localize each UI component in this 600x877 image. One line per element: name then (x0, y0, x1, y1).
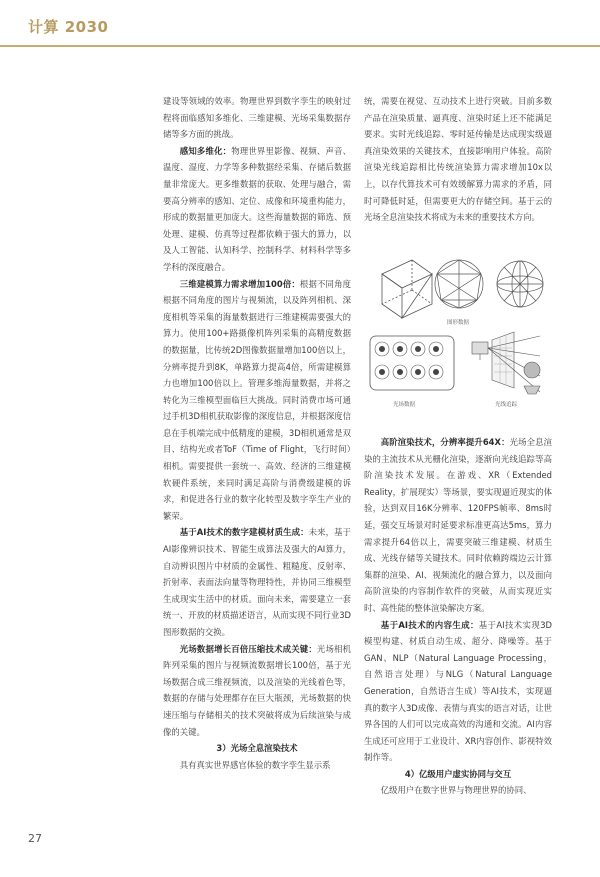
page-header (0, 0, 600, 36)
rendering-diagram (364, 252, 552, 427)
paragraph-lead: 基于AI技术的数字建模材质生成： (179, 527, 309, 538)
paragraph-lead: 感知多维化： (179, 145, 232, 156)
paragraph-lead: 高阶渲染技术，分辨率提升64X： (380, 437, 510, 447)
figure-caption-right: 光线追踪 (494, 402, 518, 408)
paragraph-lead: 三维建模算力需求增加100倍： (179, 278, 300, 289)
header-title: 计算 2030 (28, 18, 109, 36)
right-column-bottom (364, 434, 552, 799)
paragraph-text: 光场全息渲染的主流技术从光栅化渲染，逐渐向光线追踪等高阶渲染技术发展。在游戏、XR（Extended Reality，扩展现实）等场景，要实现逼近现实的体验，达到双目16K分辨率、120FPS帧率、8ms时延，强交互场景对时延要求标准更高达5ms，算力需求提升64倍以上，需要突破三维建模、材质生成、光线存储等关键技术。同时依赖跨端边云计算集群的渲染、AI、视频流化的融合算力，以及面向高阶渲染的内容制作软件的突破，从而实现近实时、高性能的整体渲染解决方案。 (364, 437, 552, 613)
right-column-top (364, 93, 552, 226)
wire-sphere-icon (497, 261, 543, 307)
section-heading: 4）亿级用户虚实协同与交互 (404, 768, 512, 779)
paragraph-text: 未来，基于AI影像辨识技术、智能生成算法及强大的AI算力，自动辨识图片中材质的金属性、粗糙度、反射率、折射率、表面法向量等物理特性，并协同三维模型生成现实生活中的材质。面向未来，需要建立一套统一、开放的材质描述语言，从而实现不同行业3D图形数据的交换。 (163, 527, 351, 637)
light-field-array-icon (370, 336, 454, 390)
body-paragraph (163, 524, 351, 640)
cube-wireframe-icon (382, 260, 432, 318)
page-number: 27 (28, 832, 42, 845)
figure-caption-left: 光场数据 (392, 402, 416, 408)
header-divider (0, 45, 600, 47)
paragraph-lead: 光场数据增长百倍压缩技术成关键： (179, 643, 317, 654)
paragraph-lead: 基于AI技术的内容生成： (380, 619, 479, 630)
body-paragraph (163, 641, 351, 741)
left-column (163, 93, 351, 773)
body-paragraph (364, 782, 552, 799)
body-paragraph (364, 434, 552, 617)
paragraph-text: 根据不同角度根据不同角度的图片与视频流，以及阵列相机、深度相机等采集的海量数据进行三维建模需要强大的算力。使用100+路摄像机阵列采集的高精度数据的数据量，比传统2D图像数据量增加100倍以上，分辨率提升到8K，单路算力提高4倍，所需建模算力也增加100倍以上。管理多维海量数据，并将之转化为三维模型面临巨大挑战。同时消费市场可通过手机3D相机获取影像的深度信息，并根据深度信息在手机端完成中低精度的建模，3D相机通常是双目、结构光或者ToF（Time of Flight，飞行时间）相机。需要提供一套统一、高效、经济的三维建模软硬件系统，来同时满足高阶与消费级建模的诉求，和促进各行业的数字化转型及数字孪生产业的繁荣。 (163, 278, 351, 521)
paragraph-text: 具有真实世界感官体验的数字孪生显示系 (179, 759, 331, 770)
paragraph-text: 建设等领域的效率。物理世界到数字孪生的映射过程将面临感知多维化、三维建模、光场采集数据存储等多方面的挑战。 (163, 96, 351, 140)
paragraph-text: 统，需要在视觉、互动技术上进行突破。目前多数产品在渲染质量、逼真度、渲染时延上还不能满足要求。实时光线追踪、零时延传输是达成现实级逼真渲染效果的关键技术，直接影响用户体验。高阶渲染光线追踪相比传统渲染算力需求增加10x以上，以存代算技术可有效缓解算力需求的矛盾，同时可降低时延，但需要更大的存储空间。基于云的光场全息渲染技术将成为未来的重要技术方向。 (364, 96, 552, 223)
body-paragraph (364, 93, 552, 226)
paragraph-text: 基于AI技术实现3D模型构建、材质自动生成、超分、降噪等。基于GAN、NLP（Natural Language Processing，自然语言处理）与NLG（Natural Language Generation，自然语言生成）等AI技术，实现逼真的数字人3D成像、表情与真实的语言对话，让世界各国的人们可以完成高效的沟通和交流。AI内容生成还可应用于工业设计、XR内容创作、影视特效制作等。 (364, 619, 552, 763)
mesh-sphere-icon (435, 260, 483, 308)
body-paragraph (163, 276, 351, 525)
paragraph-text: 光场相机阵列采集的图片与视频流数据增长100倍，基于光场数据合成三维视频流，以及渲染的光线着色等，数据的存储与处理都存在巨大瓶颈，光场数据的快速压缩与存储相关的技术突破将成为后续渲染与成像的关键。 (163, 643, 352, 737)
paragraph-text: 亿级用户在数字世界与物理世界的协同、 (380, 785, 532, 796)
ray-tracing-icon (472, 332, 540, 394)
rendering-figure (364, 252, 552, 427)
paragraph-text: 物理世界里影像、视频、声音、温度、湿度、力学等多种数据经采集、存储后数据量非常庞大。更多维数据的获取、处理与融合，需要高分辨率的感知、定位、成像和环境重构能力，形成的数据量更加庞大。这些海量数据的筛选、预处理、建模、仿真等过程都依赖于强大的算力，以及人工智能、认知科学、控制科学、材料科学等多学科的深度融合。 (163, 145, 352, 272)
body-paragraph (163, 93, 351, 143)
figure-caption-top: 图形数据 (446, 320, 470, 326)
body-paragraph (163, 143, 351, 276)
body-paragraph (364, 617, 552, 766)
section-heading: 3）光场全息渲染技术 (216, 743, 298, 754)
body-paragraph (163, 757, 351, 774)
